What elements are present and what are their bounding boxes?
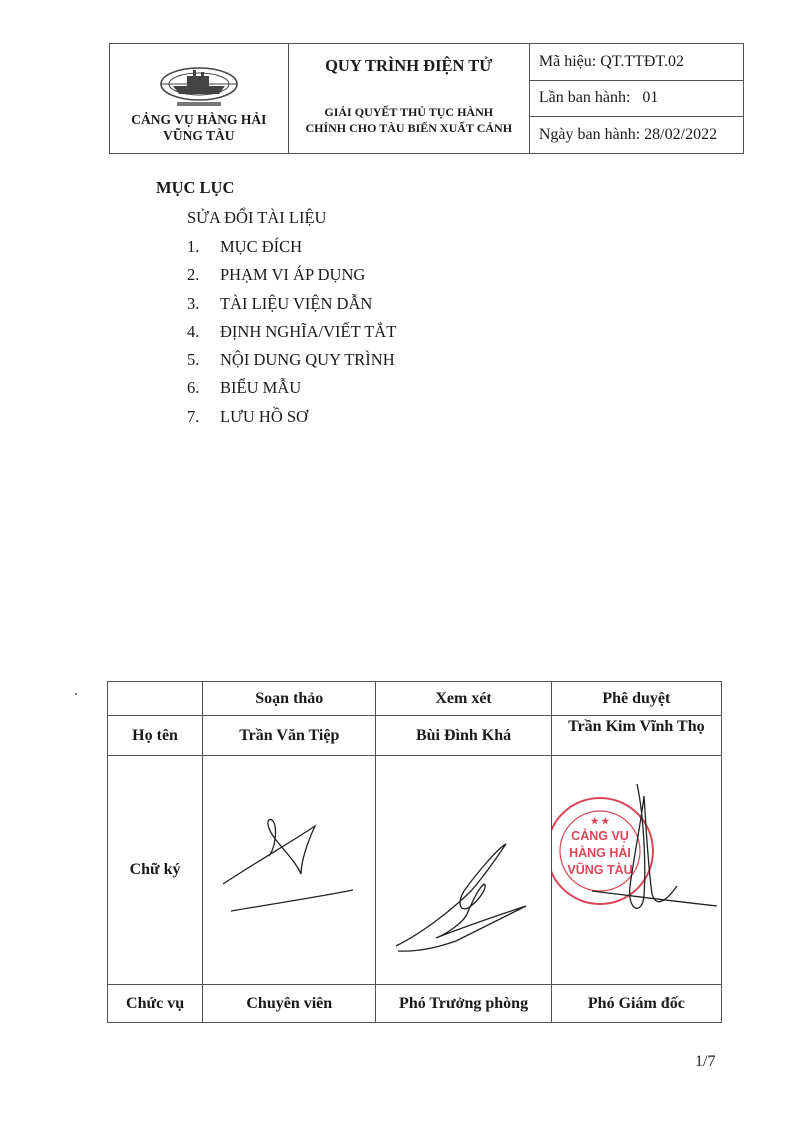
toc-item: [156, 346, 396, 374]
row-label-position: Chức vụ: [108, 985, 203, 1023]
toc-item-label: ĐỊNH NGHĨA/VIẾT TẮT: [220, 321, 397, 341]
toc-item-number: 3.: [187, 293, 200, 313]
toc-item-number: 6.: [187, 378, 200, 398]
date-value: 28/02/2022: [644, 126, 718, 144]
signature-reviewed-icon: [376, 756, 550, 984]
toc-item-label: PHẠM VI ÁP DỤNG: [220, 265, 366, 285]
code-label: Mã hiệu:: [538, 52, 597, 70]
code-value: QT.TTĐT.02: [600, 52, 685, 70]
document-title: QUY TRÌNH ĐIỆN TỬ: [325, 56, 493, 75]
toc-title: MỤC LỤC: [156, 178, 235, 197]
org-name-line2: VŨNG TÀU: [163, 127, 235, 143]
page-number: 1/7: [695, 1053, 716, 1070]
toc-item-revision: SỬA ĐỔI TÀI LIỆU: [187, 208, 327, 227]
empty-header-cell: [108, 682, 203, 716]
name-reviewed: Bùi Đình Khá: [376, 716, 551, 756]
position-approved: Phó Giám đốc: [551, 985, 721, 1023]
title-cell: [288, 44, 529, 154]
position-drafted: Chuyên viên: [203, 985, 376, 1023]
toc-item-number: 1.: [187, 237, 200, 256]
official-stamp-icon: [552, 798, 653, 904]
issue-label: Lần ban hành:: [538, 89, 631, 107]
table-of-contents: [156, 178, 396, 431]
stamp-line1: CẢNG VỤ: [570, 829, 629, 843]
issue-number: [529, 80, 743, 117]
position-reviewed: Phó Trưởng phòng: [376, 985, 551, 1023]
issue-value: 01: [642, 89, 659, 107]
name-approved: Trần Kim Vĩnh Thọ: [551, 716, 721, 756]
signature-approved-icon: [552, 756, 721, 984]
toc-item: [156, 233, 396, 261]
toc-list: [156, 233, 396, 431]
svg-text:★ ★: ★ ★: [590, 816, 610, 826]
col-header-drafted: Soạn thảo: [203, 682, 376, 716]
name-drafted: Trần Văn Tiệp: [203, 716, 376, 756]
toc-item: [156, 261, 396, 289]
toc-item-label: MỤC ĐÍCH: [220, 237, 303, 256]
subtitle-line2: CHÍNH CHO TÀU BIỂN XUẤT CẢNH: [305, 121, 513, 135]
ship-logo-icon: [159, 64, 239, 110]
organization-cell: [110, 44, 289, 154]
toc-item-label: NỘI DUNG QUY TRÌNH: [220, 350, 395, 370]
signature-approved-cell: [551, 756, 721, 985]
document-header: [109, 43, 744, 154]
subtitle-line1: GIẢI QUYẾT THỦ TỤC HÀNH: [324, 105, 494, 119]
signature-drafted-cell: [203, 756, 376, 985]
toc-item-number: 5.: [187, 350, 200, 370]
toc-item-label: LƯU HỒ SƠ: [220, 406, 308, 426]
signature-table: [107, 681, 722, 1023]
date-label: Ngày ban hành:: [538, 126, 641, 144]
toc-item-label: BIỂU MẪU: [220, 378, 302, 398]
toc-item: [156, 318, 396, 346]
toc-item: [156, 290, 396, 318]
signature-reviewed-cell: [376, 756, 551, 985]
scan-speck: [75, 693, 77, 695]
signature-drafted-icon: [203, 756, 375, 984]
col-header-reviewed: Xem xét: [376, 682, 551, 716]
org-name-line1: CẢNG VỤ HÀNG HẢI: [131, 111, 267, 127]
document-subtitle: [289, 104, 529, 136]
toc-item-label: TÀI LIỆU VIỆN DẪN: [220, 293, 373, 313]
issue-date: [529, 117, 743, 154]
toc-item: [156, 403, 396, 431]
row-label-name: Họ tên: [108, 716, 203, 756]
stamp-line2: HÀNG HẢI: [568, 846, 631, 860]
toc-item-number: 4.: [187, 321, 200, 341]
row-label-signature: Chữ ký: [108, 756, 203, 985]
stamp-line3: VŨNG TÀU: [567, 863, 633, 877]
document-code: [529, 44, 743, 81]
toc-item: [156, 374, 396, 402]
col-header-approved: Phê duyệt: [551, 682, 721, 716]
toc-item-number: 2.: [187, 265, 200, 285]
toc-item-number: 7.: [187, 406, 200, 426]
